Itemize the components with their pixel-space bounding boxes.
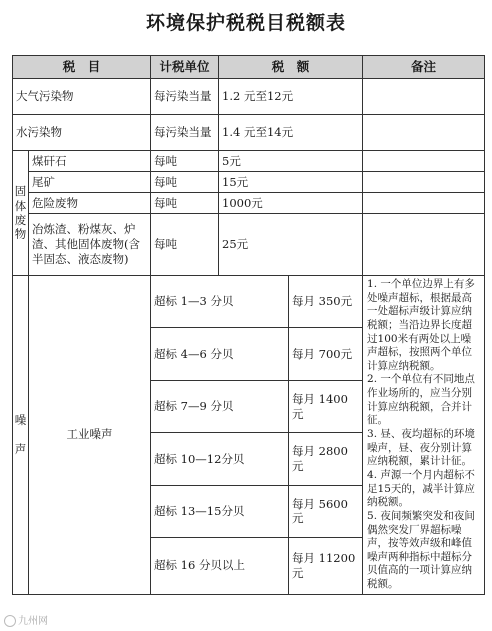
solid-item-unit: 每吨 <box>151 214 219 276</box>
solid-item-amount: 1000元 <box>219 193 363 214</box>
noise-note-item: 1. 一个单位边界上有多处噪声超标，根据最高一处超标声级计算应纳税额；当沿边界长度超过100米有两处以上噪声超标，按照两个单位计算应纳税额。 <box>367 278 475 372</box>
solid-item-amount: 25元 <box>219 214 363 276</box>
solid-item-name: 尾矿 <box>29 172 151 193</box>
header-amount: 税 额 <box>219 56 363 79</box>
noise-level: 超标 10—12分贝 <box>151 433 289 485</box>
noise-category: 噪 声 <box>13 276 29 595</box>
table-header-row <box>13 56 485 79</box>
solid-item-note <box>363 172 485 193</box>
air-pollutant-name: 大气污染物 <box>13 79 151 115</box>
noise-amount: 每月 11200元 <box>289 538 363 595</box>
solid-item-name: 危险废物 <box>29 193 151 214</box>
noise-level: 超标 16 分贝以上 <box>151 538 289 595</box>
page-title: 环境保护税税目税额表 <box>145 12 346 34</box>
noise-amount: 每月 5600元 <box>289 485 363 537</box>
solid-item-unit: 每吨 <box>151 193 219 214</box>
table-row <box>13 115 485 151</box>
solid-item-note <box>363 193 485 214</box>
solid-item-note <box>363 151 485 172</box>
solid-waste-category: 固 体 废 物 <box>13 151 29 276</box>
noise-amount: 每月 350元 <box>289 276 363 328</box>
noise-note-item: 3. 昼、夜均超标的环境噪声，昼、夜分别计算应纳税额，累计计征。 <box>367 428 475 468</box>
solid-item-note <box>363 214 485 276</box>
solid-item-name: 煤矸石 <box>29 151 151 172</box>
solid-item-amount: 5元 <box>219 151 363 172</box>
noise-level: 超标 13—15分贝 <box>151 485 289 537</box>
industrial-noise-label: 工业噪声 <box>29 276 151 595</box>
tax-rate-table <box>12 55 485 595</box>
water-pollutant-note <box>363 115 485 151</box>
table-row <box>13 193 485 214</box>
noise-level: 超标 4—6 分贝 <box>151 328 289 380</box>
table-row <box>13 79 485 115</box>
solid-item-unit: 每吨 <box>151 151 219 172</box>
header-item: 税 目 <box>13 56 151 79</box>
solid-item-unit: 每吨 <box>151 172 219 193</box>
water-pollutant-unit: 每污染当量 <box>151 115 219 151</box>
noise-amount: 每月 2800元 <box>289 433 363 485</box>
noise-amount: 每月 700元 <box>289 328 363 380</box>
air-pollutant-note <box>363 79 485 115</box>
noise-note-item: 4. 声源一个月内超标不足15天的，减半计算应纳税额。 <box>367 468 475 509</box>
table-row <box>13 172 485 193</box>
solid-item-amount: 15元 <box>219 172 363 193</box>
noise-level: 超标 1—3 分贝 <box>151 276 289 328</box>
air-pollutant-amount: 1.2 元至12元 <box>219 79 363 115</box>
noise-amount: 每月 1400元 <box>289 380 363 432</box>
water-pollutant-name: 水污染物 <box>13 115 151 151</box>
noise-note-item: 5. 夜间频繁突发和夜间偶然突发厂界超标噪声，按等效声级和峰值噪声两种指标中超标分贝值高的一项计算应纳税额。 <box>367 509 475 591</box>
solid-item-name: 冶炼渣、粉煤灰、炉渣、其他固体废物(含半固态、液态废物) <box>29 214 151 276</box>
watermark-icon <box>4 615 16 627</box>
table-row <box>13 276 485 328</box>
table-row <box>13 151 485 172</box>
watermark: 九州网 <box>4 612 48 627</box>
table-row <box>13 214 485 276</box>
noise-level: 超标 7—9 分贝 <box>151 380 289 432</box>
header-unit: 计税单位 <box>151 56 219 79</box>
water-pollutant-amount: 1.4 元至14元 <box>219 115 363 151</box>
air-pollutant-unit: 每污染当量 <box>151 79 219 115</box>
noise-notes <box>363 276 485 595</box>
header-note: 备注 <box>363 56 485 79</box>
noise-note-item: 2. 一个单位有不同地点作业场所的，应当分别计算应纳税额，合并计征。 <box>367 373 475 427</box>
